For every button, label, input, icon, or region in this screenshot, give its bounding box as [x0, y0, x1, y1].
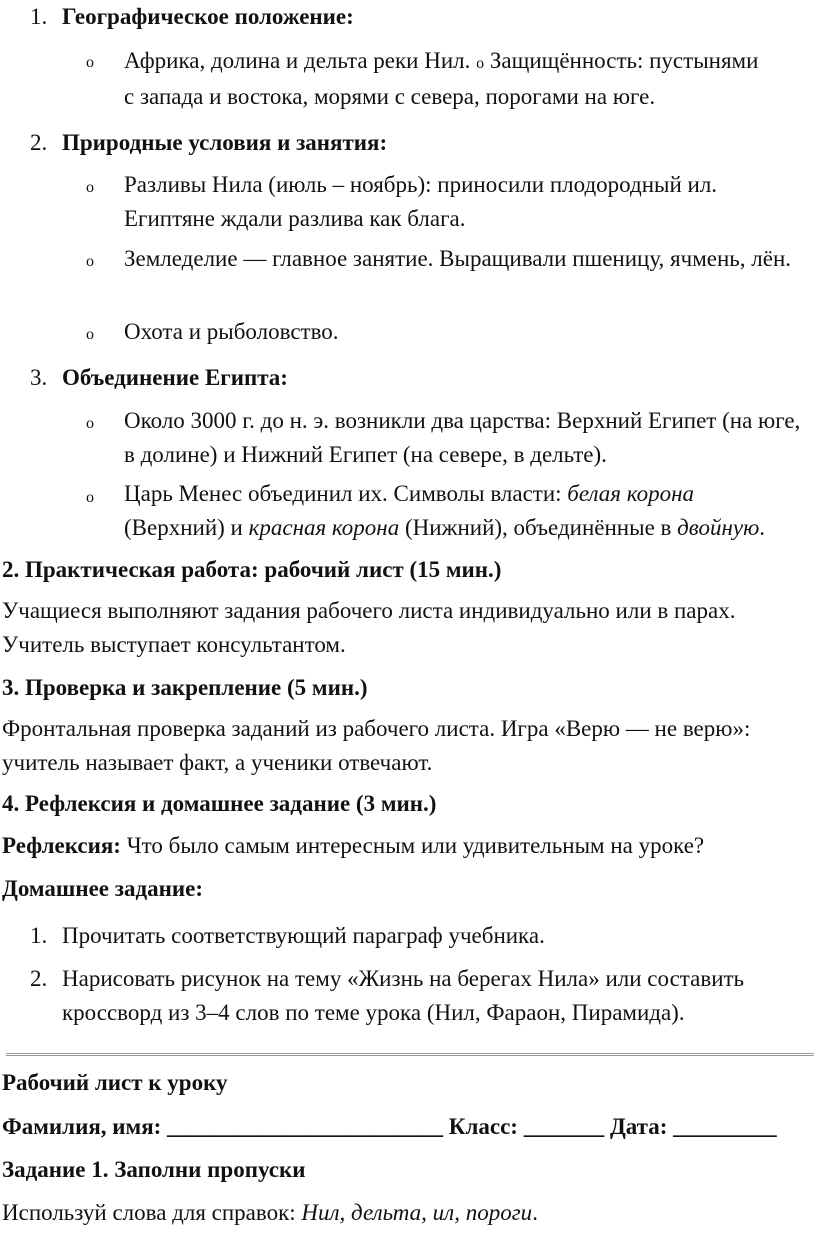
bullet-marker: o — [86, 415, 94, 432]
bullet-text-line: с запада и востока, морями с севера, порогами на юге. — [124, 84, 656, 109]
bullet-text: Разливы Нила (июль – ноябрь): приносили плодородный ил. Египтяне ждали разлива как блага. — [124, 172, 718, 231]
hint-line — [2, 1196, 814, 1230]
item-heading: Природные условия и занятия: — [62, 130, 388, 155]
list-number: 1. — [30, 923, 48, 948]
bullet-text: Царь Менес объединил их. Символы власти: — [124, 481, 568, 506]
task-heading: Задание 1. Заполни пропуски — [2, 1157, 306, 1182]
bullet-marker: o — [86, 253, 94, 270]
bullet-text: (Нижний), объединённые в — [399, 515, 678, 540]
paragraph: Фронтальная проверка заданий из рабочего листа. Игра «Верю — не верю»: учитель называет факт, а ученики отвечают. — [2, 716, 751, 775]
homework-label: Домашнее задание: — [2, 876, 203, 901]
bullet-text: Около 3000 г. до н. э. возникли два царства: Верхний Египет (на юге, в долине) и Нижний Египет (на севере, в дельте). — [124, 408, 801, 467]
italic-term: красная корона — [248, 515, 400, 540]
list-number: 2. — [30, 966, 48, 991]
list-item — [124, 44, 814, 81]
section-heading: 2. Практическая работа: рабочий лист (15 мин.) — [2, 557, 502, 582]
item-heading: Объединение Египта: — [62, 365, 288, 390]
paragraph: Учащиеся выполняют задания рабочего листа индивидуально или в парах. Учитель выступает консультантом. — [2, 598, 736, 657]
reflection-label: Рефлексия: — [2, 833, 121, 858]
worksheet-title: Рабочий лист к уроку — [2, 1070, 228, 1095]
bullet-marker: o — [86, 54, 94, 71]
homework-item: Нарисовать рисунок на тему «Жизнь на берегах Нила» или составить кроссворд из 3–4 слов по теме урока (Нил, Фараон, Пирамида). — [62, 966, 745, 1025]
hint-end: . — [532, 1200, 538, 1225]
italic-term: белая корона — [567, 481, 695, 506]
reflection-line — [2, 829, 814, 863]
bullet-text: Защищённость: пустынями — [484, 48, 759, 73]
reflection-text: Что было самым интересным или удивительным на уроке? — [120, 833, 705, 858]
hint-words: Нил, дельта, ил, пороги — [301, 1200, 533, 1225]
bullet-text: Земледелие — главное занятие. Выращивали пшеницу, ячмень, лён. — [124, 246, 792, 271]
hint-label: Используй слова для справок: — [2, 1200, 302, 1225]
section-heading: 4. Рефлексия и домашнее задание (3 мин.) — [2, 791, 437, 816]
bullet-text: Охота и рыболовство. — [124, 319, 339, 344]
bullet-marker: o — [86, 489, 94, 506]
bullet-text: (Верхний) и — [124, 515, 249, 540]
section-heading: 3. Проверка и закрепление (5 мин.) — [2, 675, 368, 700]
student-fields-line: Фамилия, имя: ________________________ Класс: _______ Дата: _________ — [2, 1114, 777, 1139]
bullet-marker: o — [86, 179, 94, 196]
italic-term: двойную — [677, 515, 760, 540]
list-number: 3. — [30, 365, 48, 390]
bullet-text: . — [759, 515, 766, 540]
bullet-marker: o — [86, 326, 94, 343]
horizontal-divider — [6, 1053, 814, 1056]
bullet-text: Африка, долина и дельта реки Нил. — [124, 48, 477, 73]
list-number: 1. — [30, 4, 48, 29]
inline-bullet-marker: o — [476, 55, 485, 72]
list-number: 2. — [30, 130, 48, 155]
list-item — [124, 477, 774, 545]
item-heading: Географическое положение: — [62, 4, 354, 29]
homework-item: Прочитать соответствующий параграф учебника. — [62, 923, 545, 948]
